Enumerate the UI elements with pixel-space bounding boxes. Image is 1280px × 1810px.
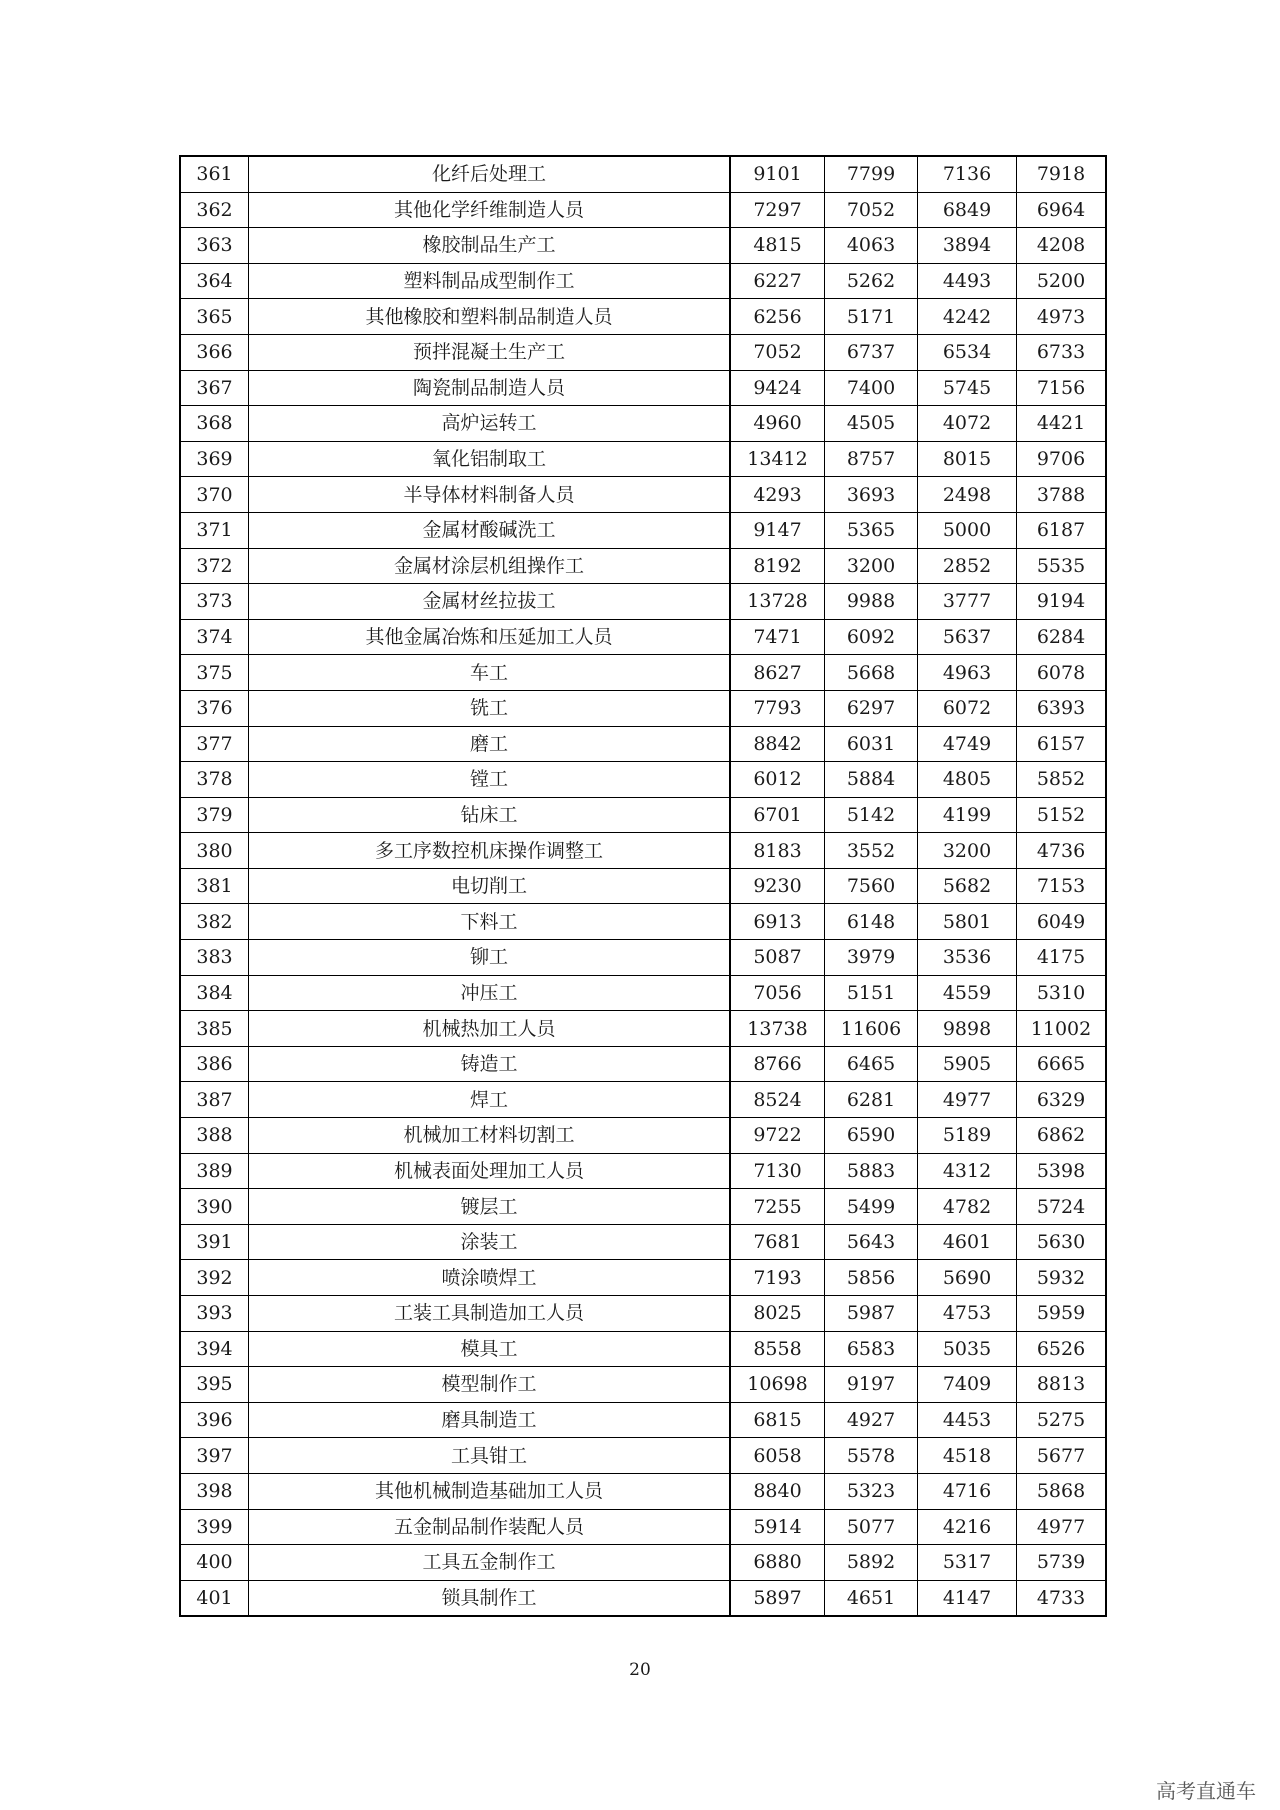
value-col-2-cell: 4505 bbox=[825, 406, 918, 442]
value-col-1-cell: 9147 bbox=[730, 512, 825, 548]
value-col-1-cell: 6913 bbox=[730, 904, 825, 940]
value-col-3-cell: 4518 bbox=[918, 1438, 1017, 1474]
occupation-name-cell: 机械表面处理加工人员 bbox=[249, 1153, 731, 1189]
table-row bbox=[180, 868, 1106, 904]
value-col-1-cell: 9424 bbox=[730, 370, 825, 406]
value-col-2-cell: 6281 bbox=[825, 1082, 918, 1118]
value-col-4-cell: 8813 bbox=[1017, 1367, 1107, 1403]
value-col-2-cell: 5884 bbox=[825, 762, 918, 798]
row-number-cell: 398 bbox=[180, 1473, 249, 1509]
row-number-cell: 394 bbox=[180, 1331, 249, 1367]
value-col-3-cell: 6534 bbox=[918, 334, 1017, 370]
row-number-cell: 393 bbox=[180, 1296, 249, 1332]
value-col-4-cell: 5677 bbox=[1017, 1438, 1107, 1474]
row-number-cell: 370 bbox=[180, 477, 249, 513]
value-col-1-cell: 5087 bbox=[730, 940, 825, 976]
value-col-3-cell: 4199 bbox=[918, 797, 1017, 833]
value-col-2-cell: 5987 bbox=[825, 1296, 918, 1332]
occupation-name-cell: 涂装工 bbox=[249, 1224, 731, 1260]
value-col-2-cell: 9988 bbox=[825, 584, 918, 620]
value-col-4-cell: 4736 bbox=[1017, 833, 1107, 869]
table-row bbox=[180, 1438, 1106, 1474]
value-col-1-cell: 7681 bbox=[730, 1224, 825, 1260]
table-row bbox=[180, 1189, 1106, 1225]
value-col-4-cell: 5398 bbox=[1017, 1153, 1107, 1189]
table-row bbox=[180, 940, 1106, 976]
occupation-name-cell: 机械加工材料切割工 bbox=[249, 1118, 731, 1154]
value-col-1-cell: 7297 bbox=[730, 192, 825, 228]
row-number-cell: 381 bbox=[180, 868, 249, 904]
value-col-1-cell: 6012 bbox=[730, 762, 825, 798]
row-number-cell: 383 bbox=[180, 940, 249, 976]
value-col-4-cell: 9706 bbox=[1017, 441, 1107, 477]
value-col-2-cell: 6590 bbox=[825, 1118, 918, 1154]
value-col-3-cell: 4072 bbox=[918, 406, 1017, 442]
watermark: 高考直通车 bbox=[1156, 1779, 1256, 1803]
value-col-2-cell: 6465 bbox=[825, 1046, 918, 1082]
row-number-cell: 377 bbox=[180, 726, 249, 762]
value-col-1-cell: 6815 bbox=[730, 1402, 825, 1438]
row-number-cell: 401 bbox=[180, 1580, 249, 1616]
value-col-2-cell: 5365 bbox=[825, 512, 918, 548]
table-row bbox=[180, 192, 1106, 228]
value-col-3-cell: 5745 bbox=[918, 370, 1017, 406]
occupation-name-cell: 金属材涂层机组操作工 bbox=[249, 548, 731, 584]
row-number-cell: 386 bbox=[180, 1046, 249, 1082]
value-col-2-cell: 6583 bbox=[825, 1331, 918, 1367]
value-col-1-cell: 8558 bbox=[730, 1331, 825, 1367]
row-number-cell: 389 bbox=[180, 1153, 249, 1189]
value-col-4-cell: 5535 bbox=[1017, 548, 1107, 584]
value-col-4-cell: 6187 bbox=[1017, 512, 1107, 548]
value-col-3-cell: 5637 bbox=[918, 619, 1017, 655]
row-number-cell: 391 bbox=[180, 1224, 249, 1260]
table-row bbox=[180, 299, 1106, 335]
wage-table-body bbox=[180, 156, 1106, 1616]
value-col-4-cell: 7918 bbox=[1017, 156, 1107, 192]
row-number-cell: 373 bbox=[180, 584, 249, 620]
occupation-name-cell: 工装工具制造加工人员 bbox=[249, 1296, 731, 1332]
value-col-2-cell: 6148 bbox=[825, 904, 918, 940]
row-number-cell: 379 bbox=[180, 797, 249, 833]
value-col-1-cell: 6227 bbox=[730, 263, 825, 299]
value-col-3-cell: 6849 bbox=[918, 192, 1017, 228]
value-col-3-cell: 4749 bbox=[918, 726, 1017, 762]
occupation-name-cell: 高炉运转工 bbox=[249, 406, 731, 442]
value-col-2-cell: 4063 bbox=[825, 228, 918, 264]
value-col-2-cell: 3979 bbox=[825, 940, 918, 976]
value-col-1-cell: 4815 bbox=[730, 228, 825, 264]
occupation-name-cell: 其他化学纤维制造人员 bbox=[249, 192, 731, 228]
value-col-4-cell: 6157 bbox=[1017, 726, 1107, 762]
table-row bbox=[180, 406, 1106, 442]
table-row bbox=[180, 1402, 1106, 1438]
value-col-3-cell: 4493 bbox=[918, 263, 1017, 299]
table-row bbox=[180, 512, 1106, 548]
occupation-name-cell: 镗工 bbox=[249, 762, 731, 798]
value-col-2-cell: 3552 bbox=[825, 833, 918, 869]
value-col-3-cell: 7409 bbox=[918, 1367, 1017, 1403]
value-col-1-cell: 8842 bbox=[730, 726, 825, 762]
value-col-2-cell: 4927 bbox=[825, 1402, 918, 1438]
value-col-1-cell: 4293 bbox=[730, 477, 825, 513]
occupation-name-cell: 氧化铝制取工 bbox=[249, 441, 731, 477]
value-col-1-cell: 5914 bbox=[730, 1509, 825, 1545]
occupation-name-cell: 陶瓷制品制造人员 bbox=[249, 370, 731, 406]
occupation-name-cell: 镀层工 bbox=[249, 1189, 731, 1225]
table-row bbox=[180, 370, 1106, 406]
value-col-4-cell: 4973 bbox=[1017, 299, 1107, 335]
occupation-name-cell: 铆工 bbox=[249, 940, 731, 976]
value-col-4-cell: 6526 bbox=[1017, 1331, 1107, 1367]
table-row bbox=[180, 1153, 1106, 1189]
value-col-3-cell: 3894 bbox=[918, 228, 1017, 264]
row-number-cell: 396 bbox=[180, 1402, 249, 1438]
row-number-cell: 378 bbox=[180, 762, 249, 798]
value-col-4-cell: 5932 bbox=[1017, 1260, 1107, 1296]
occupation-name-cell: 锁具制作工 bbox=[249, 1580, 731, 1616]
value-col-2-cell: 5643 bbox=[825, 1224, 918, 1260]
value-col-3-cell: 2852 bbox=[918, 548, 1017, 584]
value-col-1-cell: 7193 bbox=[730, 1260, 825, 1296]
table-row bbox=[180, 1580, 1106, 1616]
value-col-3-cell: 9898 bbox=[918, 1011, 1017, 1047]
value-col-3-cell: 4147 bbox=[918, 1580, 1017, 1616]
occupation-name-cell: 焊工 bbox=[249, 1082, 731, 1118]
value-col-1-cell: 6256 bbox=[730, 299, 825, 335]
table-row bbox=[180, 1545, 1106, 1581]
row-number-cell: 372 bbox=[180, 548, 249, 584]
row-number-cell: 367 bbox=[180, 370, 249, 406]
occupation-name-cell: 金属材丝拉拔工 bbox=[249, 584, 731, 620]
value-col-1-cell: 7052 bbox=[730, 334, 825, 370]
value-col-1-cell: 13728 bbox=[730, 584, 825, 620]
value-col-3-cell: 6072 bbox=[918, 690, 1017, 726]
value-col-2-cell: 4651 bbox=[825, 1580, 918, 1616]
value-col-4-cell: 5852 bbox=[1017, 762, 1107, 798]
value-col-1-cell: 5897 bbox=[730, 1580, 825, 1616]
value-col-2-cell: 7052 bbox=[825, 192, 918, 228]
table-row bbox=[180, 1296, 1106, 1332]
table-row bbox=[180, 619, 1106, 655]
value-col-1-cell: 8192 bbox=[730, 548, 825, 584]
occupation-name-cell: 塑料制品成型制作工 bbox=[249, 263, 731, 299]
row-number-cell: 380 bbox=[180, 833, 249, 869]
value-col-3-cell: 3200 bbox=[918, 833, 1017, 869]
occupation-name-cell: 模具工 bbox=[249, 1331, 731, 1367]
row-number-cell: 362 bbox=[180, 192, 249, 228]
occupation-name-cell: 化纤后处理工 bbox=[249, 156, 731, 192]
table-row bbox=[180, 797, 1106, 833]
table-row bbox=[180, 228, 1106, 264]
value-col-2-cell: 6297 bbox=[825, 690, 918, 726]
value-col-2-cell: 6092 bbox=[825, 619, 918, 655]
row-number-cell: 361 bbox=[180, 156, 249, 192]
occupation-name-cell: 多工序数控机床操作调整工 bbox=[249, 833, 731, 869]
value-col-3-cell: 2498 bbox=[918, 477, 1017, 513]
value-col-1-cell: 4960 bbox=[730, 406, 825, 442]
table-row bbox=[180, 441, 1106, 477]
value-col-2-cell: 5262 bbox=[825, 263, 918, 299]
table-row bbox=[180, 762, 1106, 798]
value-col-3-cell: 5682 bbox=[918, 868, 1017, 904]
value-col-2-cell: 5668 bbox=[825, 655, 918, 691]
table-row bbox=[180, 904, 1106, 940]
value-col-1-cell: 13738 bbox=[730, 1011, 825, 1047]
value-col-3-cell: 8015 bbox=[918, 441, 1017, 477]
value-col-2-cell: 5151 bbox=[825, 975, 918, 1011]
value-col-4-cell: 6329 bbox=[1017, 1082, 1107, 1118]
value-col-3-cell: 4963 bbox=[918, 655, 1017, 691]
value-col-1-cell: 6880 bbox=[730, 1545, 825, 1581]
row-number-cell: 364 bbox=[180, 263, 249, 299]
value-col-1-cell: 8524 bbox=[730, 1082, 825, 1118]
wage-table bbox=[179, 155, 1107, 1617]
row-number-cell: 368 bbox=[180, 406, 249, 442]
row-number-cell: 387 bbox=[180, 1082, 249, 1118]
row-number-cell: 384 bbox=[180, 975, 249, 1011]
value-col-4-cell: 6393 bbox=[1017, 690, 1107, 726]
value-col-4-cell: 5310 bbox=[1017, 975, 1107, 1011]
occupation-name-cell: 工具五金制作工 bbox=[249, 1545, 731, 1581]
value-col-3-cell: 5189 bbox=[918, 1118, 1017, 1154]
value-col-1-cell: 6701 bbox=[730, 797, 825, 833]
value-col-1-cell: 6058 bbox=[730, 1438, 825, 1474]
occupation-name-cell: 铸造工 bbox=[249, 1046, 731, 1082]
value-col-3-cell: 4242 bbox=[918, 299, 1017, 335]
row-number-cell: 376 bbox=[180, 690, 249, 726]
value-col-1-cell: 7056 bbox=[730, 975, 825, 1011]
value-col-4-cell: 4977 bbox=[1017, 1509, 1107, 1545]
value-col-1-cell: 8627 bbox=[730, 655, 825, 691]
occupation-name-cell: 下料工 bbox=[249, 904, 731, 940]
value-col-3-cell: 4453 bbox=[918, 1402, 1017, 1438]
value-col-2-cell: 9197 bbox=[825, 1367, 918, 1403]
value-col-3-cell: 5000 bbox=[918, 512, 1017, 548]
row-number-cell: 369 bbox=[180, 441, 249, 477]
occupation-name-cell: 橡胶制品生产工 bbox=[249, 228, 731, 264]
occupation-name-cell: 钻床工 bbox=[249, 797, 731, 833]
value-col-2-cell: 7560 bbox=[825, 868, 918, 904]
value-col-2-cell: 6737 bbox=[825, 334, 918, 370]
value-col-3-cell: 4312 bbox=[918, 1153, 1017, 1189]
value-col-3-cell: 5801 bbox=[918, 904, 1017, 940]
value-col-4-cell: 4421 bbox=[1017, 406, 1107, 442]
table-row bbox=[180, 833, 1106, 869]
table-row bbox=[180, 1046, 1106, 1082]
value-col-1-cell: 8766 bbox=[730, 1046, 825, 1082]
table-row bbox=[180, 1082, 1106, 1118]
row-number-cell: 363 bbox=[180, 228, 249, 264]
value-col-2-cell: 3693 bbox=[825, 477, 918, 513]
table-row bbox=[180, 1224, 1106, 1260]
value-col-4-cell: 6049 bbox=[1017, 904, 1107, 940]
value-col-4-cell: 6284 bbox=[1017, 619, 1107, 655]
value-col-3-cell: 4716 bbox=[918, 1473, 1017, 1509]
value-col-1-cell: 7793 bbox=[730, 690, 825, 726]
value-col-2-cell: 5892 bbox=[825, 1545, 918, 1581]
row-number-cell: 366 bbox=[180, 334, 249, 370]
table-row bbox=[180, 690, 1106, 726]
value-col-1-cell: 7130 bbox=[730, 1153, 825, 1189]
value-col-3-cell: 5035 bbox=[918, 1331, 1017, 1367]
table-row bbox=[180, 156, 1106, 192]
row-number-cell: 397 bbox=[180, 1438, 249, 1474]
value-col-1-cell: 9101 bbox=[730, 156, 825, 192]
occupation-name-cell: 铣工 bbox=[249, 690, 731, 726]
row-number-cell: 399 bbox=[180, 1509, 249, 1545]
value-col-2-cell: 7400 bbox=[825, 370, 918, 406]
row-number-cell: 375 bbox=[180, 655, 249, 691]
value-col-4-cell: 6078 bbox=[1017, 655, 1107, 691]
occupation-name-cell: 金属材酸碱洗工 bbox=[249, 512, 731, 548]
occupation-name-cell: 五金制品制作装配人员 bbox=[249, 1509, 731, 1545]
value-col-2-cell: 5323 bbox=[825, 1473, 918, 1509]
value-col-3-cell: 5690 bbox=[918, 1260, 1017, 1296]
value-col-1-cell: 9230 bbox=[730, 868, 825, 904]
value-col-3-cell: 5905 bbox=[918, 1046, 1017, 1082]
value-col-3-cell: 3536 bbox=[918, 940, 1017, 976]
value-col-2-cell: 5142 bbox=[825, 797, 918, 833]
row-number-cell: 382 bbox=[180, 904, 249, 940]
value-col-3-cell: 7136 bbox=[918, 156, 1017, 192]
row-number-cell: 390 bbox=[180, 1189, 249, 1225]
value-col-2-cell: 11606 bbox=[825, 1011, 918, 1047]
occupation-name-cell: 半导体材料制备人员 bbox=[249, 477, 731, 513]
value-col-2-cell: 5171 bbox=[825, 299, 918, 335]
value-col-1-cell: 13412 bbox=[730, 441, 825, 477]
occupation-name-cell: 模型制作工 bbox=[249, 1367, 731, 1403]
value-col-4-cell: 5152 bbox=[1017, 797, 1107, 833]
value-col-1-cell: 10698 bbox=[730, 1367, 825, 1403]
value-col-4-cell: 3788 bbox=[1017, 477, 1107, 513]
value-col-4-cell: 5959 bbox=[1017, 1296, 1107, 1332]
value-col-3-cell: 4782 bbox=[918, 1189, 1017, 1225]
value-col-1-cell: 7255 bbox=[730, 1189, 825, 1225]
value-col-4-cell: 5868 bbox=[1017, 1473, 1107, 1509]
row-number-cell: 365 bbox=[180, 299, 249, 335]
row-number-cell: 395 bbox=[180, 1367, 249, 1403]
occupation-name-cell: 其他橡胶和塑料制品制造人员 bbox=[249, 299, 731, 335]
occupation-name-cell: 工具钳工 bbox=[249, 1438, 731, 1474]
value-col-3-cell: 4753 bbox=[918, 1296, 1017, 1332]
value-col-3-cell: 5317 bbox=[918, 1545, 1017, 1581]
value-col-2-cell: 3200 bbox=[825, 548, 918, 584]
value-col-4-cell: 6665 bbox=[1017, 1046, 1107, 1082]
value-col-1-cell: 8183 bbox=[730, 833, 825, 869]
value-col-4-cell: 6964 bbox=[1017, 192, 1107, 228]
occupation-name-cell: 磨具制造工 bbox=[249, 1402, 731, 1438]
value-col-4-cell: 9194 bbox=[1017, 584, 1107, 620]
occupation-name-cell: 预拌混凝土生产工 bbox=[249, 334, 731, 370]
occupation-name-cell: 车工 bbox=[249, 655, 731, 691]
row-number-cell: 388 bbox=[180, 1118, 249, 1154]
value-col-4-cell: 5739 bbox=[1017, 1545, 1107, 1581]
value-col-2-cell: 5856 bbox=[825, 1260, 918, 1296]
value-col-4-cell: 11002 bbox=[1017, 1011, 1107, 1047]
occupation-name-cell: 电切削工 bbox=[249, 868, 731, 904]
value-col-1-cell: 9722 bbox=[730, 1118, 825, 1154]
value-col-4-cell: 7156 bbox=[1017, 370, 1107, 406]
value-col-2-cell: 6031 bbox=[825, 726, 918, 762]
value-col-1-cell: 7471 bbox=[730, 619, 825, 655]
value-col-1-cell: 8840 bbox=[730, 1473, 825, 1509]
value-col-4-cell: 5724 bbox=[1017, 1189, 1107, 1225]
row-number-cell: 392 bbox=[180, 1260, 249, 1296]
value-col-2-cell: 7799 bbox=[825, 156, 918, 192]
page-number: 20 bbox=[629, 1660, 651, 1680]
value-col-2-cell: 5883 bbox=[825, 1153, 918, 1189]
table-row bbox=[180, 726, 1106, 762]
row-number-cell: 374 bbox=[180, 619, 249, 655]
value-col-2-cell: 5499 bbox=[825, 1189, 918, 1225]
value-col-3-cell: 4601 bbox=[918, 1224, 1017, 1260]
value-col-3-cell: 4977 bbox=[918, 1082, 1017, 1118]
table-row bbox=[180, 1509, 1106, 1545]
value-col-4-cell: 6862 bbox=[1017, 1118, 1107, 1154]
value-col-2-cell: 8757 bbox=[825, 441, 918, 477]
value-col-2-cell: 5578 bbox=[825, 1438, 918, 1474]
value-col-4-cell: 6733 bbox=[1017, 334, 1107, 370]
row-number-cell: 400 bbox=[180, 1545, 249, 1581]
occupation-name-cell: 其他金属冶炼和压延加工人员 bbox=[249, 619, 731, 655]
value-col-3-cell: 4216 bbox=[918, 1509, 1017, 1545]
value-col-4-cell: 5275 bbox=[1017, 1402, 1107, 1438]
table-row bbox=[180, 1011, 1106, 1047]
occupation-name-cell: 冲压工 bbox=[249, 975, 731, 1011]
occupation-name-cell: 磨工 bbox=[249, 726, 731, 762]
table-row bbox=[180, 1331, 1106, 1367]
table-row bbox=[180, 1260, 1106, 1296]
occupation-name-cell: 机械热加工人员 bbox=[249, 1011, 731, 1047]
value-col-4-cell: 5630 bbox=[1017, 1224, 1107, 1260]
occupation-name-cell: 其他机械制造基础加工人员 bbox=[249, 1473, 731, 1509]
value-col-1-cell: 8025 bbox=[730, 1296, 825, 1332]
row-number-cell: 385 bbox=[180, 1011, 249, 1047]
value-col-3-cell: 4805 bbox=[918, 762, 1017, 798]
table-row bbox=[180, 477, 1106, 513]
value-col-4-cell: 5200 bbox=[1017, 263, 1107, 299]
row-number-cell: 371 bbox=[180, 512, 249, 548]
value-col-3-cell: 4559 bbox=[918, 975, 1017, 1011]
table-row bbox=[180, 655, 1106, 691]
table-row bbox=[180, 584, 1106, 620]
value-col-2-cell: 5077 bbox=[825, 1509, 918, 1545]
value-col-3-cell: 3777 bbox=[918, 584, 1017, 620]
table-row bbox=[180, 1367, 1106, 1403]
occupation-name-cell: 喷涂喷焊工 bbox=[249, 1260, 731, 1296]
table-row bbox=[180, 548, 1106, 584]
value-col-4-cell: 4733 bbox=[1017, 1580, 1107, 1616]
table-row bbox=[180, 1118, 1106, 1154]
table-row bbox=[180, 1473, 1106, 1509]
table-row bbox=[180, 975, 1106, 1011]
value-col-4-cell: 4208 bbox=[1017, 228, 1107, 264]
value-col-4-cell: 4175 bbox=[1017, 940, 1107, 976]
table-row bbox=[180, 263, 1106, 299]
table-row bbox=[180, 334, 1106, 370]
value-col-4-cell: 7153 bbox=[1017, 868, 1107, 904]
